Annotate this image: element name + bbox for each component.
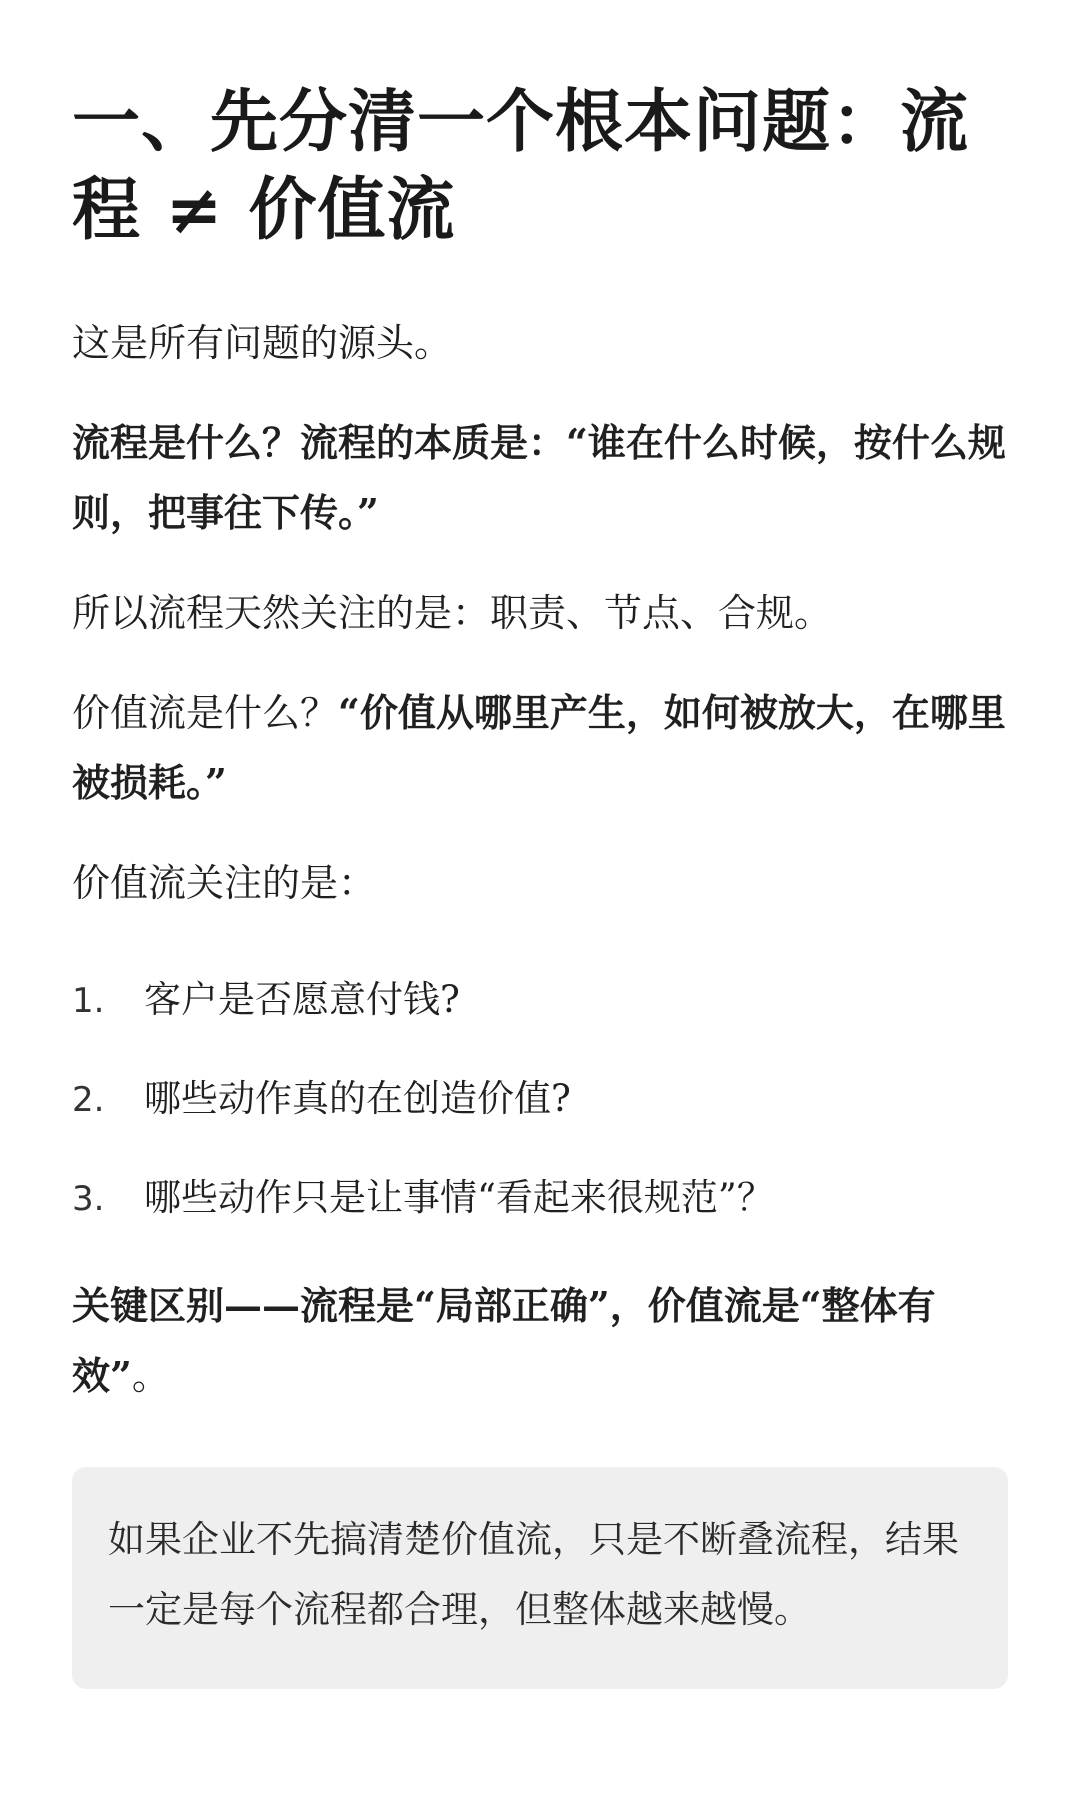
source-paragraph: 这是所有问题的源头。 bbox=[72, 321, 453, 365]
list-item-text: 哪些动作真的在创造价值? bbox=[144, 1077, 571, 1120]
key-difference-period: 。 bbox=[131, 1354, 170, 1398]
quote-block bbox=[72, 1467, 1008, 1689]
quote-text: 如果企业不先搞清楚价值流，只是不断叠流程，结果一定是每个流程都合理，但整体越来越慢。 bbox=[108, 1518, 959, 1631]
list-item bbox=[72, 974, 1008, 1027]
process-definition-paragraph: 流程是什么？流程的本质是：“谁在什么时候，按什么规则，把事往下传。” bbox=[72, 420, 1006, 535]
list-item bbox=[72, 1073, 1008, 1126]
process-focus-paragraph: 所以流程天然关注的是：职责、节点、合规。 bbox=[72, 591, 833, 635]
key-difference-paragraph bbox=[72, 1271, 1008, 1411]
key-difference-statement: 关键区别——流程是“局部正确”，价值流是“整体有效” bbox=[72, 1283, 936, 1398]
value-stream-definition: “价值从哪里产生，如何被放大，在哪里被损耗。” bbox=[72, 690, 1006, 805]
value-stream-focus-paragraph: 价值流关注的是： bbox=[72, 861, 377, 905]
list-item-text: 哪些动作只是让事情“看起来很规范”？ bbox=[144, 1176, 774, 1219]
list-item-number: 2. bbox=[72, 1080, 105, 1120]
list-item-text: 客户是否愿意付钱? bbox=[144, 978, 460, 1021]
value-stream-focus-list bbox=[72, 974, 1008, 1225]
list-item bbox=[72, 1172, 1008, 1225]
list-item-number: 3. bbox=[72, 1179, 105, 1219]
list-item-number: 1. bbox=[72, 981, 105, 1021]
section-heading: 一、先分清一个根本问题：流程 ≠ 价值流 bbox=[72, 82, 970, 250]
value-stream-question: 价值流是什么？ bbox=[72, 691, 339, 735]
value-stream-definition-paragraph bbox=[72, 678, 1008, 818]
